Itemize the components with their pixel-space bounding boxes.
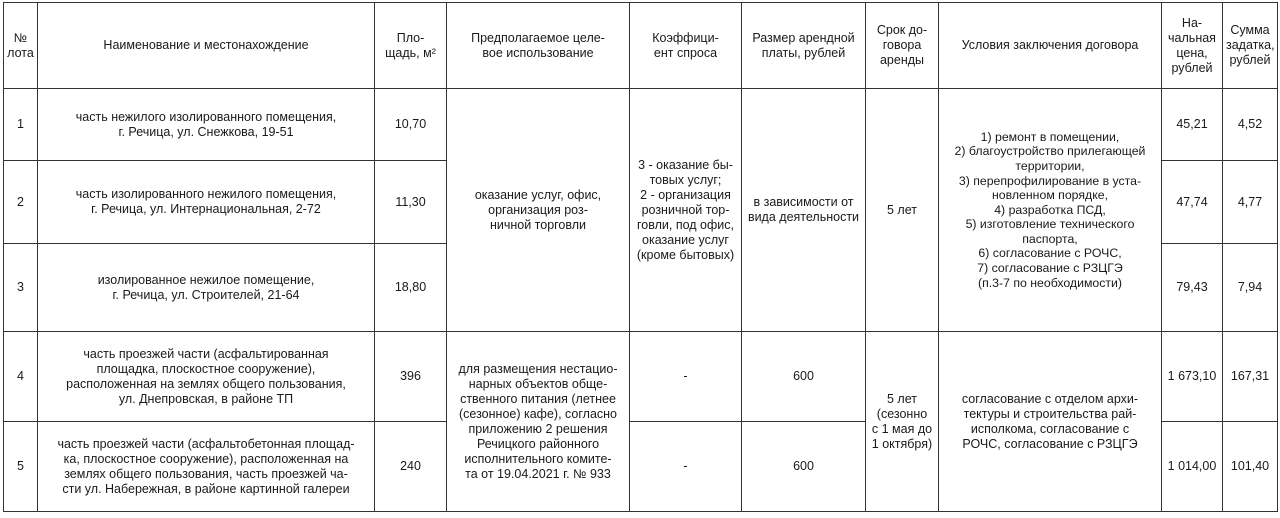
cell-name-location: часть нежилого изолированного помещения, г. Речица, ул. Снежкова, 19-51 <box>38 89 375 161</box>
cell-purpose-group2: для размещения нестацио- нарных объектов обще- ственного питания (летнее (сезонное) кафе), согласно приложению 2 решения Речицкого районного исполнительного комите- та от 19.04.2021 г. № 933 <box>447 332 630 512</box>
cell-conditions-group2: согласование с отделом архи- тектуры и строительства рай- исполкома, согласование с РОЧС, согласование с РЗЦГЭ <box>939 332 1162 512</box>
cell-purpose-group1: оказание услуг, офис, организация роз- ничной торговли <box>447 89 630 332</box>
header-initial-price: На- чальная цена, рублей <box>1162 3 1223 89</box>
header-deposit-amount: Сумма задатка, рублей <box>1223 3 1278 89</box>
header-demand-coefficient: Коэффици- ент спроса <box>630 3 742 89</box>
cell-name-location: часть проезжей части (асфальтобетонная площад- ка, плоскостное сооружение), расположенная на землях общего пользования, часть проезжей ча- сти ул. Набережная, в районе картинной галереи <box>38 422 375 512</box>
cell-coefficient: - <box>630 332 742 422</box>
header-name-location: Наименование и местонахождение <box>38 3 375 89</box>
cell-coefficient: - <box>630 422 742 512</box>
header-row <box>4 3 1278 89</box>
cell-rent: 600 <box>742 422 866 512</box>
cell-coefficient-group1: 3 - оказание бы- товых услуг; 2 - организация розничной тор- говли, под офис, оказание услуг (кроме бытовых) <box>630 89 742 332</box>
cell-deposit: 101,40 <box>1223 422 1278 512</box>
cell-initial-price: 1 673,10 <box>1162 332 1223 422</box>
cell-area: 18,80 <box>375 244 447 332</box>
cell-rent-group1: в зависимости от вида деятельности <box>742 89 866 332</box>
cell-name-location: часть проезжей части (асфальтированная площадка, плоскостное сооружение), расположенная на землях общего пользования, ул. Днепровская, в районе ТП <box>38 332 375 422</box>
cell-area: 10,70 <box>375 89 447 161</box>
table-row <box>4 332 1278 422</box>
auction-lots-table <box>3 2 1278 512</box>
cell-initial-price: 79,43 <box>1162 244 1223 332</box>
cell-term-group2: 5 лет (сезонно с 1 мая до 1 октября) <box>866 332 939 512</box>
cell-conditions-group1: 1) ремонт в помещении, 2) благоустройство прилегающей территории, 3) перепрофилирование в уста- новленном порядке, 4) разработка ПСД, 5) изготовление технического паспорта, 6) согласование с РОЧС, 7) согласование с РЗЦГЭ (п.3-7 по необходимости) <box>939 89 1162 332</box>
header-area: Пло- щадь, м² <box>375 3 447 89</box>
cell-initial-price: 1 014,00 <box>1162 422 1223 512</box>
table-row <box>4 89 1278 161</box>
cell-lot-number: 5 <box>4 422 38 512</box>
header-contract-conditions: Условия заключения договора <box>939 3 1162 89</box>
cell-area: 396 <box>375 332 447 422</box>
cell-lot-number: 4 <box>4 332 38 422</box>
header-purpose: Предполагаемое целе- вое использование <box>447 3 630 89</box>
cell-area: 240 <box>375 422 447 512</box>
cell-deposit: 167,31 <box>1223 332 1278 422</box>
cell-lot-number: 3 <box>4 244 38 332</box>
header-rent-amount: Размер арендной платы, рублей <box>742 3 866 89</box>
cell-deposit: 4,77 <box>1223 161 1278 244</box>
cell-lot-number: 1 <box>4 89 38 161</box>
cell-initial-price: 47,74 <box>1162 161 1223 244</box>
cell-deposit: 7,94 <box>1223 244 1278 332</box>
cell-lot-number: 2 <box>4 161 38 244</box>
header-lease-term: Срок до- говора аренды <box>866 3 939 89</box>
cell-name-location: изолированное нежилое помещение, г. Речица, ул. Строителей, 21-64 <box>38 244 375 332</box>
cell-initial-price: 45,21 <box>1162 89 1223 161</box>
cell-term-group1: 5 лет <box>866 89 939 332</box>
cell-deposit: 4,52 <box>1223 89 1278 161</box>
cell-name-location: часть изолированного нежилого помещения, г. Речица, ул. Интернациональная, 2-72 <box>38 161 375 244</box>
header-lot-number: № лота <box>4 3 38 89</box>
cell-area: 11,30 <box>375 161 447 244</box>
cell-rent: 600 <box>742 332 866 422</box>
